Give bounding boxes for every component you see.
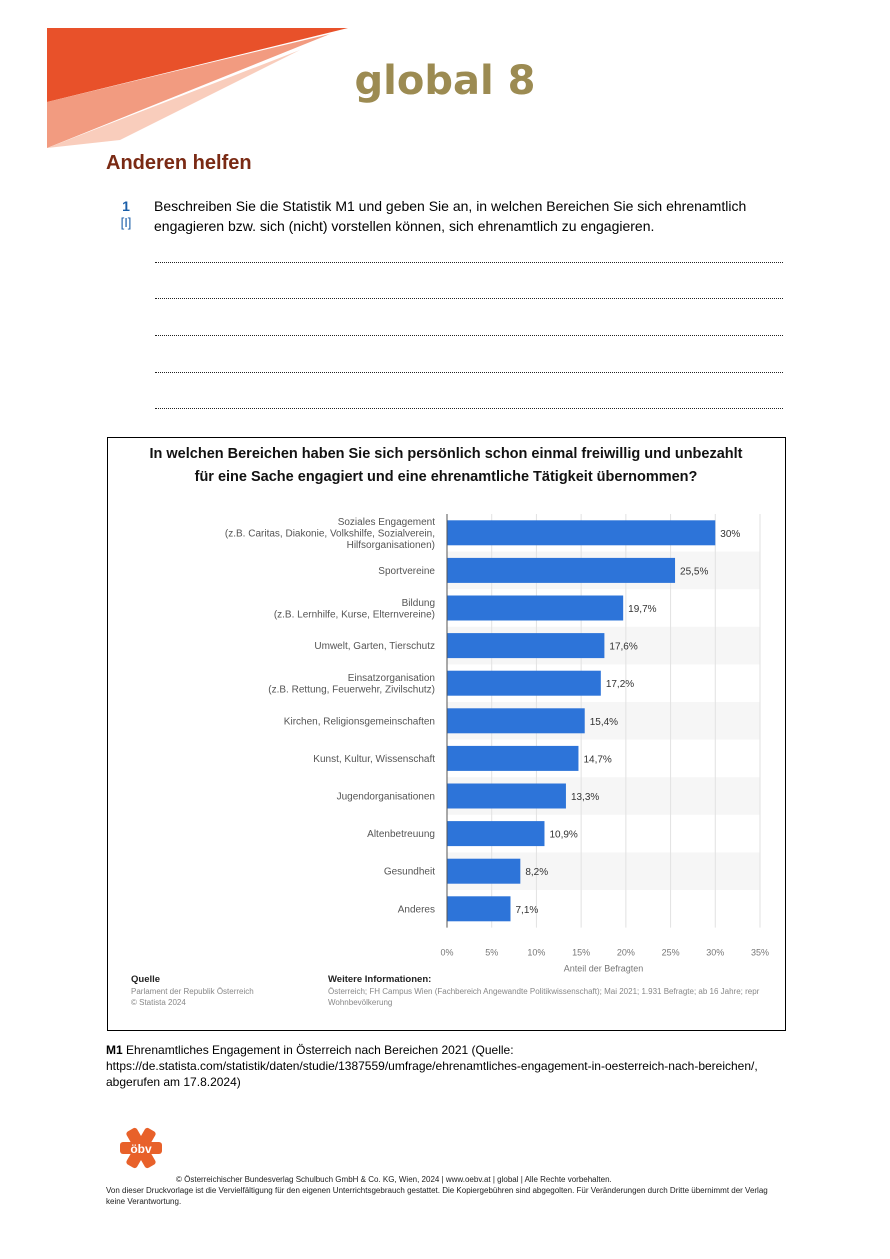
category-label: Kirchen, Religionsgemeinschaften [283, 716, 435, 728]
source-line: © Statista 2024 [131, 998, 186, 1007]
footer-notice: Von dieser Druckvorlage ist die Vervielfältigung für den eigenen Unterrichtsgebrauch gestattet. Die Kopiergebühren sind abgegolten. Für Veränderungen durch Dritte übernimmt der Verlag keine Verantwortung. [106, 1186, 768, 1206]
bar [447, 633, 604, 658]
answer-line[interactable] [155, 298, 783, 299]
task-text: Beschreiben Sie die Statistik M1 und geben Sie an, in welchen Bereichen Sie sich ehrenamtlich engagieren bzw. sich (nicht) vorstellen können, sich ehrenamtlich zu engagieren. [154, 198, 747, 234]
bar [447, 784, 566, 809]
answer-line[interactable] [155, 408, 783, 409]
logo-text: öbv [130, 1142, 152, 1156]
caption-text: Ehrenamtliches Engagement in Österreich nach Bereichen 2021 (Quelle: https://de.statista.com/statistik/daten/studie/1387559/umfrage/ehrenamtliches-engagement-in-oesterreich-nach-bereichen/, abgerufen am 17.8.2024) [106, 1043, 758, 1089]
data-label: 8,2% [525, 867, 549, 879]
answer-line[interactable] [155, 335, 783, 336]
chart-frame [107, 437, 786, 1031]
category-label: Anderes [397, 904, 435, 916]
caption-label: M1 [106, 1043, 123, 1057]
data-label: 30% [720, 528, 741, 540]
source-heading: Quelle [131, 974, 161, 985]
category-label: (z.B. Rettung, Feuerwehr, Zivilschutz) [268, 684, 435, 696]
data-label: 14,7% [583, 754, 612, 766]
category-label: (z.B. Caritas, Diakonie, Volkshilfe, Sozialverein, [224, 528, 435, 540]
data-label: 13,3% [570, 792, 600, 803]
x-tick-label: 10% [527, 947, 546, 958]
source-line: Parlament der Republik Österreich [131, 987, 254, 996]
x-tick-label: 35% [750, 947, 770, 958]
category-label: Kunst, Kultur, Wissenschaft [313, 753, 435, 765]
category-label: Soziales Engagement [337, 516, 435, 528]
data-label: 15,4% [589, 716, 619, 728]
x-tick-label: 25% [661, 947, 680, 958]
answer-line[interactable] [155, 262, 783, 263]
figure-caption [106, 1042, 786, 1090]
category-label: Einsatzorganisation [347, 672, 435, 684]
category-label: Altenbetreuung [367, 829, 435, 841]
category-label: Hilfsorganisationen) [346, 539, 435, 551]
bar [447, 859, 520, 884]
data-label: 17,6% [609, 641, 638, 653]
bar [447, 821, 544, 846]
info-line: Wohnbevölkerung [328, 998, 393, 1007]
document-title: global 8 [354, 58, 536, 104]
category-label: Jugendorganisationen [336, 791, 435, 803]
bar [447, 896, 510, 921]
chart-title-line: für eine Sache engagiert und eine ehrenamtliche Tätigkeit übernommen? [194, 469, 698, 485]
bar [447, 596, 623, 621]
task-level: [I] [120, 215, 132, 230]
category-label: Bildung [401, 597, 435, 609]
footer [106, 1174, 786, 1207]
bar [447, 558, 675, 583]
category-label: Sportvereine [378, 565, 435, 577]
bar [447, 746, 578, 771]
section-title: Anderen helfen [106, 152, 252, 174]
bar-chart [108, 438, 785, 1030]
answer-line[interactable] [155, 372, 783, 373]
bar [447, 520, 715, 545]
x-tick-label: 5% [485, 947, 499, 958]
data-label: 19,7% [628, 604, 657, 615]
category-label: Gesundheit [383, 866, 435, 878]
x-tick-label: 0% [440, 947, 454, 958]
info-heading: Weitere Informationen: [328, 974, 432, 985]
category-label: Umwelt, Garten, Tierschutz [314, 641, 435, 653]
info-line: Österreich; FH Campus Wien (Fachbereich Angewandte Politikwissenschaft); Mai 2021; 1.931 Befragte; ab 16 Jahre; repr [328, 987, 760, 996]
data-label: 25,5% [680, 566, 709, 578]
x-tick-label: 30% [706, 947, 725, 958]
footer-copyright: © Österreichischer Bundesverlag Schulbuch GmbH & Co. KG, Wien, 2024 | www.oebv.at | global | Alle Rechte vorbehalten. [176, 1175, 612, 1184]
bar [447, 671, 601, 696]
bar [447, 708, 585, 733]
x-axis-label: Anteil der Befragten [563, 963, 644, 974]
chart-title-line: In welchen Bereichen haben Sie sich persönlich schon einmal freiwillig und unbezahlt [149, 446, 743, 462]
x-tick-label: 20% [616, 947, 635, 958]
category-label: (z.B. Lernhilfe, Kurse, Elternvereine) [273, 609, 435, 621]
task-number: 1 [122, 198, 130, 214]
data-label: 7,1% [515, 904, 539, 916]
oebv-logo [118, 1125, 164, 1171]
data-label: 10,9% [549, 829, 578, 841]
x-tick-label: 15% [572, 947, 591, 958]
data-label: 17,2% [605, 679, 635, 691]
